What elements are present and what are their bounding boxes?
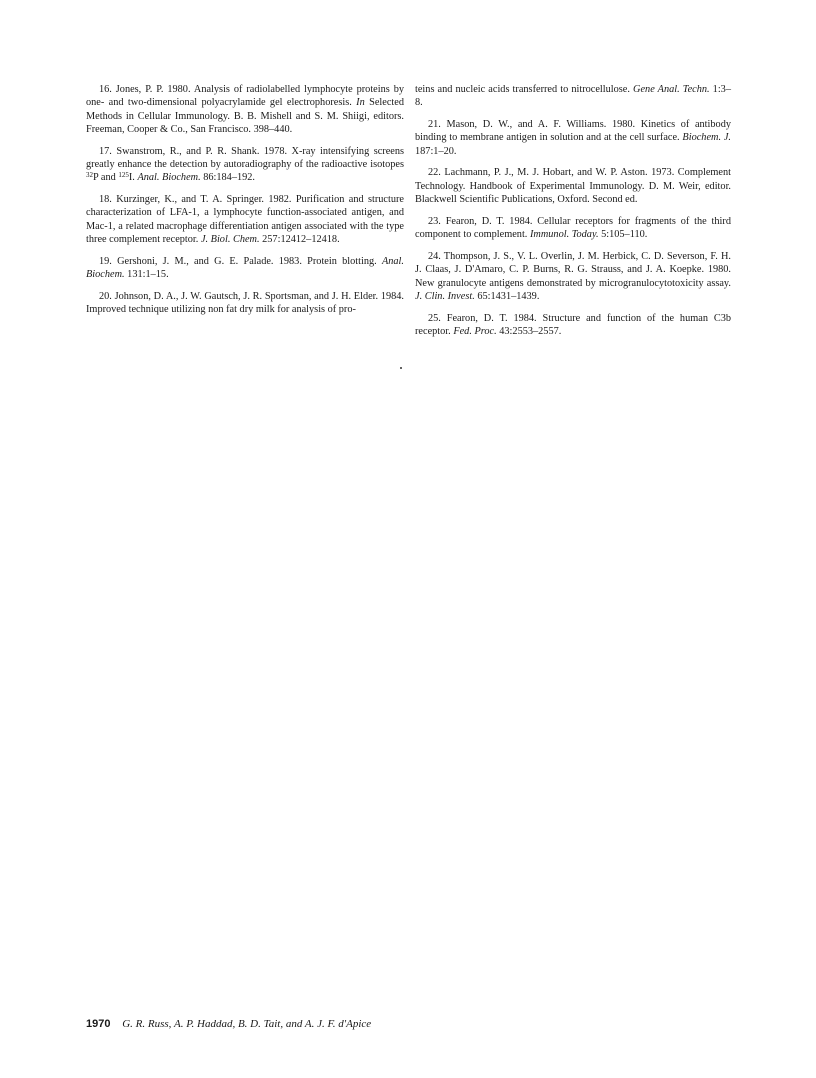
running-authors: G. R. Russ, A. P. Haddad, B. D. Tait, and A. J. F. d'Apice xyxy=(122,1018,372,1030)
reference-20: 20. Johnson, D. A., J. W. Gautsch, J. R. Sportsman, and J. H. Elder. 1984. Improved technique utilizing non fat dry milk for analysis of pro- xyxy=(86,290,404,316)
reference-22: 22. Lachmann, P. J., M. J. Hobart, and W. P. Aston. 1973. Complement Technology. Handbook of Experimental Immunology. D. M. Weir, editor. Blackwell Scientific Publications, Oxford. Second ed. xyxy=(415,167,731,206)
reference-20-continued: teins and nucleic acids transferred to nitrocellulose. Gene Anal. Techn. 1:3–8. xyxy=(415,84,731,109)
reference-19: 19. Gershoni, J. M., and G. E. Palade. 1983. Protein blotting. Anal. Biochem. 131:1–15. xyxy=(86,255,404,281)
references-right-column xyxy=(415,83,731,347)
reference-23: 23. Fearon, D. T. 1984. Cellular receptors for fragments of the third component to complement. Immunol. Today. 5:105–110. xyxy=(415,215,731,241)
reference-17: 17. Swanstrom, R., and P. R. Shank. 1978. X-ray intensifying screens greatly enhance the detection by autoradiography of the radioactive isotopes $^{32}$P and $^{125}$I. Anal. Biochem. 86:184–192. xyxy=(86,145,404,184)
reference-21: 21. Mason, D. W., and A. F. Williams. 1980. Kinetics of antibody binding to membrane antigen in solution and at the cell surface. Biochem. J. 187:1–20. xyxy=(415,119,731,157)
references-left-column xyxy=(86,83,404,325)
reference-24: 24. Thompson, J. S., V. L. Overlin, J. M. Herbick, C. D. Severson, F. H. J. Claas, J. D'Amaro, C. P. Burns, R. G. Strauss, and J. A. Koepke. 1980. New granulocyte antigens demonstrated by microgranulocytotoxicity assay. J. Clin. Invest. 65:1431–1439. xyxy=(415,250,731,302)
reference-16: 16. Jones, P. P. 1980. Analysis of radiolabelled lymphocyte proteins by one- and two-dimensional polyacrylamide gel electrophoresis. In Selected Methods in Cellular Immunology. B. B. Mishell and S. M. Shiigi, editors. Freeman, Cooper & Co., San Francisco. 398–440. xyxy=(86,84,405,135)
reference-18: 18. Kurzinger, K., and T. A. Springer. 1982. Purification and structure characterization of LFA-1, a lymphocyte function-associated antigen, and Mac-1, a related macrophage differentiation antigen associated with the type three complement receptor. J. Biol. Chem. 257:12412–12418. xyxy=(86,194,404,245)
stray-dot-mark xyxy=(400,367,402,369)
page-footer xyxy=(86,1018,371,1030)
page-number: 1970 xyxy=(86,1018,111,1030)
reference-25: 25. Fearon, D. T. 1984. Structure and function of the human C3b receptor. Fed. Proc. 43:2553–2557. xyxy=(415,312,731,337)
